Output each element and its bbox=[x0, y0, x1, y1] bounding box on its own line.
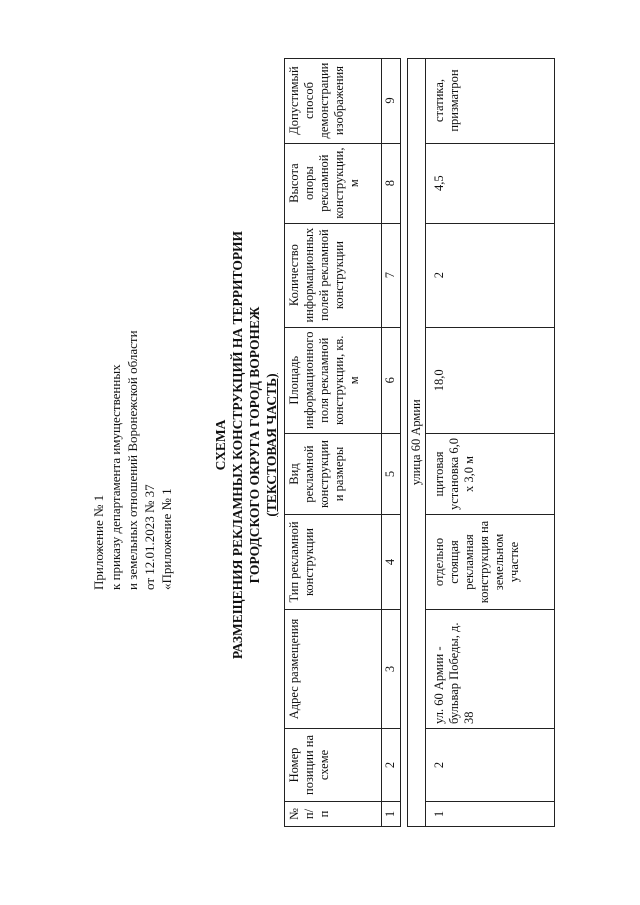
header-cell: Вид рекламной конструкции и размеры bbox=[285, 434, 382, 515]
cell-type: отдельно стоящая рекламная конструкция на земельном участке bbox=[426, 515, 555, 610]
street-row bbox=[408, 58, 426, 826]
document-heading bbox=[212, 165, 280, 725]
column-number: 8 bbox=[382, 143, 401, 223]
header-cell: Количество информационных полей рекламной конструкции bbox=[285, 223, 382, 327]
column-number: 5 bbox=[382, 434, 401, 515]
column-number-row bbox=[382, 58, 401, 826]
appendix-line: к приказу департамента имущественных bbox=[108, 364, 123, 590]
header-cell: Допустимый способ демонстрации изображения bbox=[285, 58, 382, 143]
header-cell: Тип рекламной конструкции bbox=[285, 515, 382, 610]
cell-address: ул. 60 Армии - бульвар Победы, д. 38 bbox=[426, 610, 555, 729]
street-name: улица 60 Армии bbox=[408, 58, 426, 826]
table-header-row bbox=[285, 58, 382, 826]
column-number: 4 bbox=[382, 515, 401, 610]
table-row bbox=[426, 58, 555, 826]
column-number: 7 bbox=[382, 223, 401, 327]
heading-title-line: РАЗМЕЩЕНИЯ РЕКЛАМНЫХ КОНСТРУКЦИЙ НА ТЕРРИТОРИИ bbox=[230, 230, 245, 660]
column-number: 6 bbox=[382, 327, 401, 433]
heading-title: СХЕМА bbox=[213, 419, 228, 471]
header-cell: Площадь информационного поля рекламной конструкции, кв. м bbox=[285, 327, 382, 433]
appendix-line: Приложение № 1 bbox=[91, 494, 106, 590]
column-number: 9 bbox=[382, 58, 401, 143]
heading-title-line: ГОРОДСКОГО ОКРУГА ГОРОД ВОРОНЕЖ bbox=[247, 306, 262, 584]
cell-height: 4,5 bbox=[426, 143, 555, 223]
appendix-line: и земельных отношений Воронежской области bbox=[125, 330, 140, 590]
header-cell: Адрес размещения bbox=[285, 610, 382, 729]
table-gap bbox=[401, 58, 408, 826]
column-number: 3 bbox=[382, 610, 401, 729]
gap-cell bbox=[401, 58, 408, 826]
header-cell: № п/п bbox=[285, 802, 382, 827]
column-number: 2 bbox=[382, 729, 401, 802]
appendix-line: «Приложение № 1 bbox=[159, 488, 174, 590]
header-cell: Высота опоры рекламной конструкции, м bbox=[285, 143, 382, 223]
appendix-line: от 12.01.2023 № 37 bbox=[142, 484, 157, 590]
cell-position: 2 bbox=[426, 729, 555, 802]
header-cell: Номер позиции на схеме bbox=[285, 729, 382, 802]
cell-kind: щитовая установка 6,0 х 3,0 м bbox=[426, 434, 555, 515]
placement-table bbox=[284, 58, 555, 827]
appendix-note bbox=[90, 330, 175, 590]
heading-subtitle: (ТЕКСТОВАЯ ЧАСТЬ) bbox=[264, 373, 279, 517]
cell-area: 18,0 bbox=[426, 327, 555, 433]
cell-number: 1 bbox=[426, 802, 555, 827]
cell-fields: 2 bbox=[426, 223, 555, 327]
cell-method: статика, призматрон bbox=[426, 58, 555, 143]
column-number: 1 bbox=[382, 802, 401, 827]
